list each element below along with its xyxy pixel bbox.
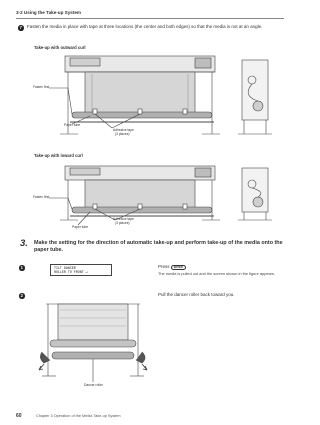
page-header-title: 3-2 Using the Take-up System bbox=[16, 10, 82, 15]
callout-adhesive-tape-2: Adhesive tape bbox=[113, 217, 134, 221]
callout-adhesive-count: (3 places) bbox=[115, 132, 130, 136]
substep-1-description: The media is pulled out and the screen shown in the figure appears. bbox=[158, 271, 276, 276]
inward-curl-illustration bbox=[30, 162, 286, 230]
callout-fasten-first-2: Fasten first bbox=[33, 195, 50, 199]
press-label: Press bbox=[158, 264, 170, 269]
callout-adhesive-tape: Adhesive tape bbox=[113, 128, 134, 132]
step-3-title: Make the setting for the direction of automatic take-up and perform take-up of the media onto the paper tube. bbox=[34, 240, 283, 254]
callout-paper-tube-2: Paper tube bbox=[72, 225, 89, 229]
lcd-line-2: ROLLER TO FRONT ↵ bbox=[54, 270, 88, 275]
footer-chapter: Chapter 3 Operation of the Media Take-up System bbox=[36, 414, 121, 418]
substep-2-instruction: Pull the dancer roller back toward you. bbox=[158, 292, 235, 297]
substep-1-badge: 1 bbox=[20, 265, 23, 271]
step-number-badge: 7 bbox=[19, 25, 22, 31]
figure-heading-inward: Take-up with inward curl bbox=[34, 153, 83, 158]
header-rule bbox=[16, 18, 284, 19]
callout-fasten-first: Fasten first bbox=[33, 85, 50, 89]
lcd-display bbox=[50, 264, 112, 276]
instruction-text: Fasten the media in place with tape at three locations (the center and both edges) so that the media is not at an angle. bbox=[27, 24, 263, 29]
page-number: 60 bbox=[16, 413, 22, 419]
callout-dancer-roller: Dancer roller bbox=[84, 383, 103, 387]
figure-heading-outward: Take-up with outward curl bbox=[34, 45, 86, 50]
outward-curl-illustration bbox=[30, 52, 286, 144]
callout-adhesive-count-2: (3 places) bbox=[115, 221, 130, 225]
enter-key-icon: ENTER bbox=[171, 265, 186, 270]
callout-paper-tube: Paper tube bbox=[64, 123, 81, 127]
lcd-line-1: TILT DANCER bbox=[54, 266, 76, 270]
step-3-number: 3. bbox=[20, 238, 28, 249]
substep-2-badge: 2 bbox=[20, 293, 23, 299]
